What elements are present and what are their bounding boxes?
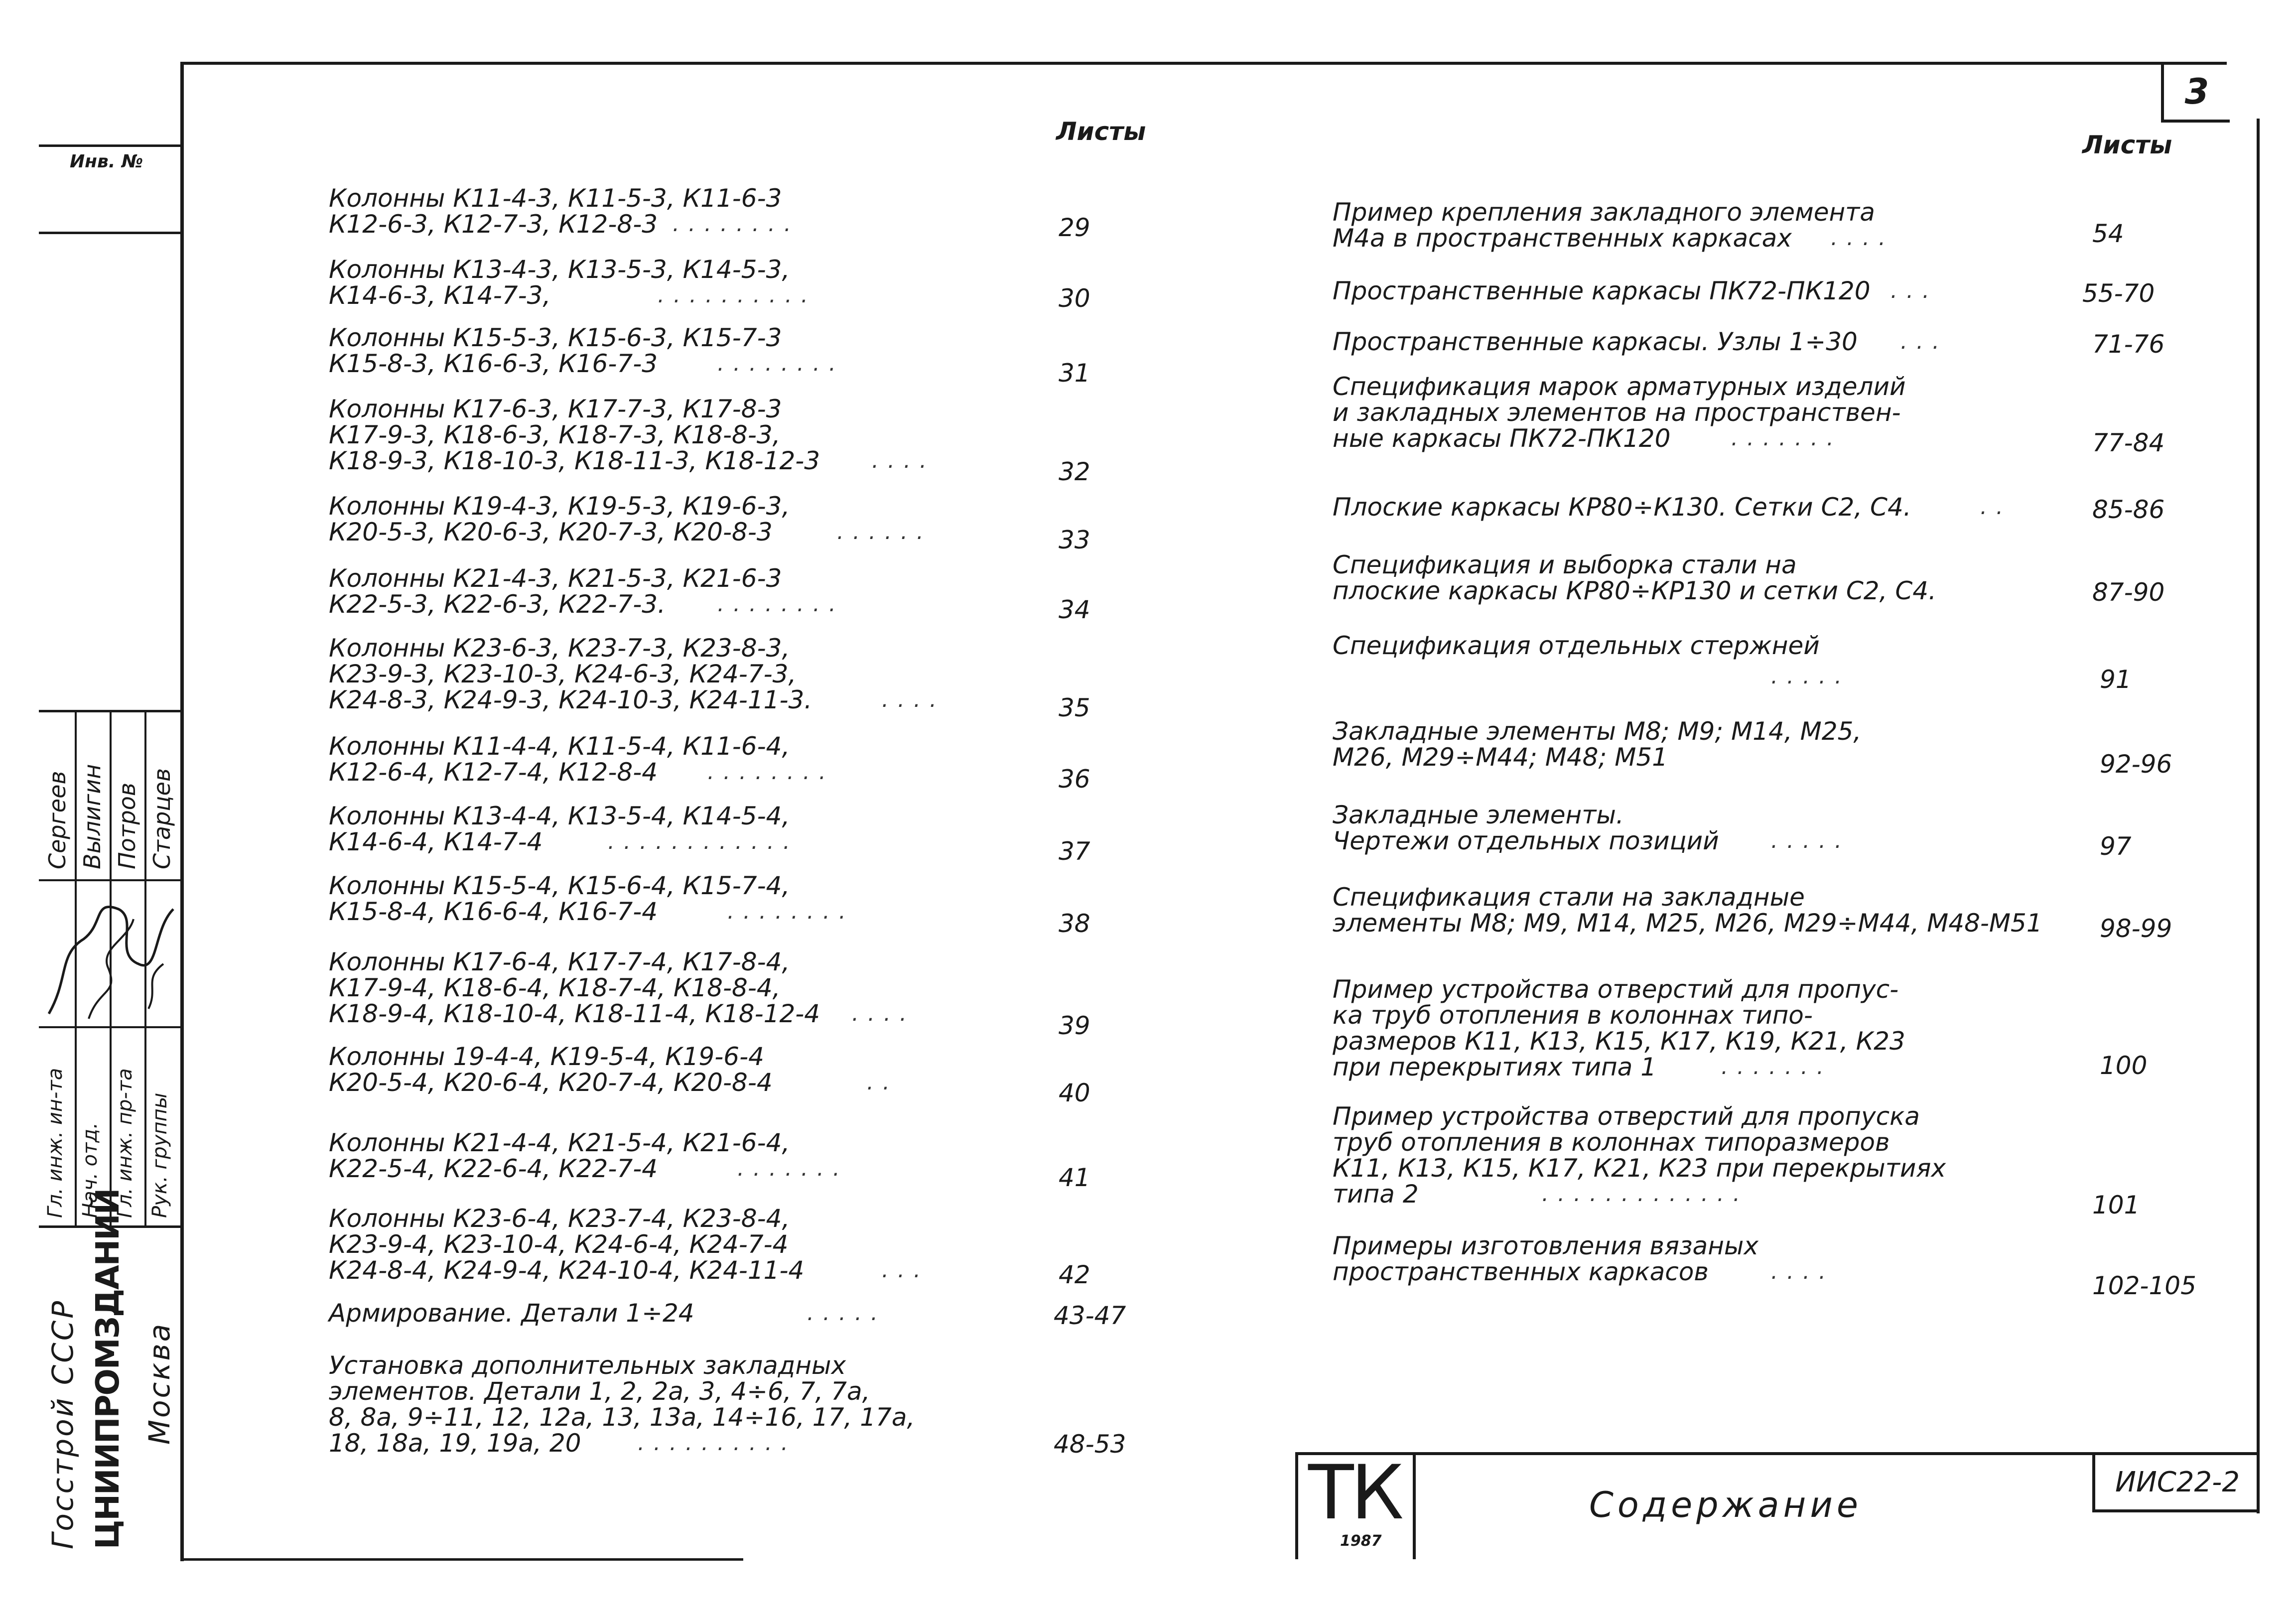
series-code: ТК <box>1308 1450 1401 1536</box>
entry-text: Пространственные каркасы. Узлы 1÷30 <box>1333 327 1858 356</box>
entry-page: 30 <box>1059 284 1090 313</box>
list-item <box>329 634 945 714</box>
list-item <box>1333 1231 1835 1286</box>
entry-page: 71-76 <box>2092 330 2165 359</box>
entry-page: 91 <box>2100 665 2132 694</box>
entry-page: 33 <box>1059 526 1090 554</box>
entry-page: 35 <box>1059 693 1090 722</box>
stamp-name-1: Сергеев <box>44 771 71 869</box>
entry-text: Колонны К11-4-3, К11-5-3, К11-6-3 К12-6-3, К12-7-3, К12-8-3 <box>329 184 782 239</box>
leader-dots: .... <box>872 448 936 473</box>
leader-dots: ...... <box>837 519 933 544</box>
stamp-role-1: Гл. инж. ин-та <box>44 1068 67 1218</box>
list-item <box>329 395 936 475</box>
leader-dots: ........ <box>727 899 855 924</box>
entry-text: Спецификация отдельных стержней <box>1333 631 1820 660</box>
entry-text: Колонны К19-4-3, К19-5-3, К19-6-3, К20-5-3, К20-6-3, К20-7-3, К20-8-3 <box>329 492 790 546</box>
stamp-name-4: Старцев <box>148 768 175 869</box>
leader-dots: .......... <box>658 282 817 308</box>
entry-page: 34 <box>1059 595 1090 624</box>
entry-page: 41 <box>1059 1163 1090 1192</box>
entry-text: Колонны К17-6-4, К17-7-4, К17-8-4, К17-9-4, К18-6-4, К18-7-4, К18-8-4, К18-9-4, К18-10-4, К18-11-4, К18-12-4 <box>329 947 820 1028</box>
leader-dots: .... <box>1831 225 1894 251</box>
org-line-3: Москва <box>142 1322 176 1445</box>
list-item <box>329 184 800 239</box>
entry-page: 100 <box>2100 1051 2148 1080</box>
leader-dots: ....... <box>1721 1054 1833 1079</box>
list-item <box>1333 976 1905 1080</box>
leader-dots: ............ <box>608 829 799 854</box>
entry-page: 54 <box>2092 219 2124 248</box>
entry-text: Колонны К21-4-4, К21-5-4, К21-6-4, К22-5-4, К22-6-4, К22-7-4 <box>329 1128 790 1183</box>
entry-text: Колонны К15-5-3, К15-6-3, К15-7-3 К15-8-3, К16-6-3, К16-7-3 <box>329 323 782 378</box>
frame-right-border <box>2257 119 2260 1513</box>
leader-dots: ........ <box>717 351 845 376</box>
leader-dots: ....... <box>1731 425 1843 451</box>
right-column-header: Листы <box>2082 131 2172 159</box>
leader-dots: ..... <box>1771 828 1851 853</box>
entry-text: Спецификация марок арматурных изделий и закладных элементов на пространствен- ные каркасы ПК72-ПК120 <box>1333 372 1906 453</box>
leader-dots: ... <box>1900 329 1948 354</box>
document-code: ИИС22-2 <box>2092 1455 2260 1512</box>
list-item <box>329 492 933 546</box>
entry-text: Закладные элементы. Чертежи отдельных позиций <box>1333 801 1719 855</box>
list-item <box>1333 801 1851 855</box>
list-item <box>329 1299 887 1328</box>
entry-page: 43-47 <box>1054 1301 1126 1330</box>
list-item <box>329 564 845 619</box>
entry-text: Пример устройства отверстий для пропус- ка труб отопления в колоннах типо- размеров К11, К13, К15, К17, К19, К21, К23 при перекрытиях типа 1 <box>1333 975 1905 1081</box>
entry-text: Колонны К13-4-3, К13-5-3, К14-5-3, К14-6-3, К14-7-3, <box>329 255 790 310</box>
entry-page: 37 <box>1059 837 1090 866</box>
leader-dots: .... <box>1771 1259 1835 1284</box>
entry-text: Спецификация стали на закладные элементы М8; М9, М14, М25, М26, М29÷М44, М48-М51 <box>1333 883 2042 938</box>
entry-text: Колонны К23-6-4, К23-7-4, К23-8-4, К23-9-4, К23-10-4, К24-6-4, К24-7-4 К24-8-4, К24-9-4, К24-10-4, К24-11-4 <box>329 1204 805 1285</box>
entry-page: 42 <box>1059 1260 1090 1289</box>
leader-dots: ........ <box>717 591 845 617</box>
entry-page: 36 <box>1059 765 1090 794</box>
list-item <box>329 323 845 378</box>
stamp-role-4: Рук. группы <box>148 1092 171 1218</box>
leader-dots: ........ <box>673 211 800 237</box>
list-item <box>1333 631 1851 689</box>
list-item <box>329 1042 899 1097</box>
stamp-role-3: Гл. инж. пр-та <box>114 1068 136 1218</box>
entry-text: Примеры изготовления вязаных пространственных каркасов <box>1333 1231 1758 1286</box>
org-line-2: ЦНИИПРОМЗДАНИЙ <box>90 1189 127 1549</box>
list-item <box>329 1128 849 1183</box>
entry-text: Колонны К15-5-4, К15-6-4, К15-7-4, К15-8-4, К16-6-4, К16-7-4 <box>329 871 790 926</box>
entry-text: Установка дополнительных закладных элементов. Детали 1, 2, 2а, 3, 4÷6, 7, 7а, 8, 8а, 9÷11, 12, 12а, 13, 13а, 14÷16, 17, 17а, 18, 18а, 19, 19а, 20 <box>329 1351 915 1458</box>
leader-dots: ........ <box>707 759 835 785</box>
sheet-number: 3 <box>2161 64 2230 123</box>
entry-text: Пример устройства отверстий для пропуска труб отопления в колоннах типоразмеров К11, К13, К15, К17, К21, К23 при перекрытиях типа 2 <box>1333 1102 1946 1209</box>
leader-dots: .... <box>852 1001 916 1026</box>
list-item <box>329 802 799 856</box>
org-line-1: Госстрой СССР <box>46 1299 80 1549</box>
leader-dots: .. <box>867 1070 899 1095</box>
list-item <box>1333 374 1905 451</box>
leader-dots: .......... <box>638 1430 797 1456</box>
list-item <box>1333 198 1894 253</box>
entry-page: 101 <box>2092 1191 2140 1219</box>
entry-text: Колонны К13-4-4, К13-5-4, К14-5-4, К14-6-4, К14-7-4 <box>329 802 790 856</box>
list-item <box>1333 493 2012 522</box>
entry-page: 85-86 <box>2092 495 2165 524</box>
entry-text: Колонны К17-6-3, К17-7-3, К17-8-3 К17-9-3, К18-6-3, К18-7-3, К18-8-3, К18-9-3, К18-10-3, К18-11-3, К18-12-3 <box>329 395 820 475</box>
leader-dots: ............. <box>1542 1181 1749 1207</box>
leader-dots: ... <box>1891 278 1938 303</box>
entry-page: 39 <box>1059 1011 1090 1040</box>
leader-dots: .. <box>1980 494 2012 520</box>
list-item <box>1333 1103 1946 1207</box>
entry-page: 87-90 <box>2092 578 2165 607</box>
entry-page: 48-53 <box>1054 1430 1126 1459</box>
list-item <box>1333 552 1936 604</box>
leader-dots: .... <box>882 687 945 712</box>
entry-text: Спецификация и выборка стали на плоские каркасы КР80÷КР130 и сетки С2, С4. <box>1333 550 1936 605</box>
frame-top-border <box>183 62 2227 65</box>
list-item <box>329 871 855 926</box>
entry-text: Колонны К11-4-4, К11-5-4, К11-6-4, К12-6-4, К12-7-4, К12-8-4 <box>329 732 790 787</box>
leader-dots: ..... <box>1771 664 1851 689</box>
entry-text: Пространственные каркасы ПК72-ПК120 <box>1333 276 1871 305</box>
entry-page: 40 <box>1059 1079 1090 1107</box>
entry-text: Плоские каркасы КР80÷К130. Сетки С2, С4. <box>1333 493 1911 522</box>
list-item <box>1333 327 1948 356</box>
leader-dots: ..... <box>807 1300 887 1326</box>
stamp-name-3: Потров <box>114 783 140 869</box>
entry-page: 29 <box>1059 213 1090 242</box>
series-year: 1987 <box>1340 1532 1382 1550</box>
entry-page: 97 <box>2100 832 2132 861</box>
series-mark <box>1295 1450 1416 1559</box>
entry-text: Колонны 19-4-4, К19-5-4, К19-6-4 К20-5-4, К20-6-4, К20-7-4, К20-8-4 <box>329 1042 773 1097</box>
signature-scribble <box>39 879 183 1026</box>
entry-page: 102-105 <box>2092 1271 2196 1300</box>
entry-page: 98-99 <box>2100 914 2172 943</box>
entry-text: Пример крепления закладного элемента М4а в пространственных каркасах <box>1333 198 1875 253</box>
entry-page: 31 <box>1059 359 1090 388</box>
list-item <box>329 732 835 787</box>
inventory-label: Инв. № <box>70 151 143 172</box>
signature-image <box>39 879 183 1024</box>
entry-page: 38 <box>1059 909 1090 938</box>
stamp-name-2: Вылигин <box>79 764 106 869</box>
left-column-header: Листы <box>1056 117 1146 146</box>
entry-page: 92-96 <box>2100 750 2172 779</box>
leader-dots: ....... <box>737 1156 849 1181</box>
stamp-role-2: Нач. отд. <box>79 1122 102 1218</box>
list-item <box>1333 718 1861 770</box>
entry-text: Армирование. Детали 1÷24 <box>329 1299 694 1328</box>
entry-text: Колонны К21-4-3, К21-5-3, К21-6-3 К22-5-3, К22-6-3, К22-7-3. <box>329 564 782 619</box>
sheet-title: Содержание <box>1589 1484 1862 1525</box>
entry-text: Закладные элементы М8; М9; М14, М25, М26, М29÷М44; М48; М51 <box>1333 717 1862 772</box>
list-item <box>1333 884 2042 936</box>
list-item <box>329 1204 930 1285</box>
entry-page: 55-70 <box>2082 279 2155 308</box>
entry-text: Колонны К23-6-3, К23-7-3, К23-8-3, К23-9-3, К23-10-3, К24-6-3, К24-7-3, К24-8-3, К24-9-3, К24-10-3, К24-11-3. <box>329 634 812 714</box>
frame-bottom-border <box>180 1558 743 1561</box>
leader-dots: ... <box>882 1257 930 1283</box>
list-item <box>329 1352 915 1456</box>
list-item <box>1333 276 1938 305</box>
list-item <box>329 947 916 1028</box>
list-item <box>329 255 817 310</box>
entry-page: 32 <box>1059 457 1090 486</box>
entry-page: 77-84 <box>2092 428 2165 457</box>
